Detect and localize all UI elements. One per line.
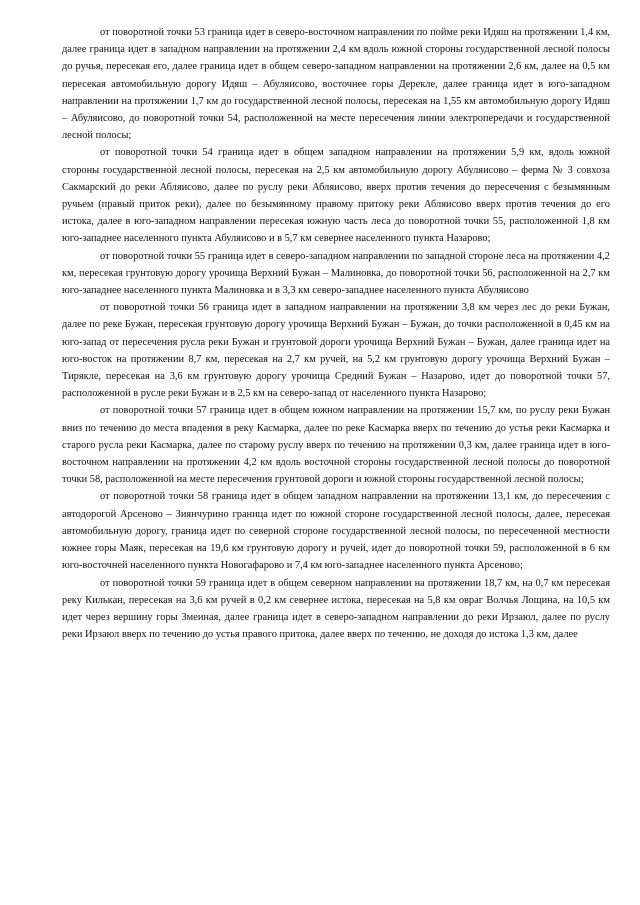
paragraph-point-56: от поворотной точки 56 граница идет в западном направлении на протяжении 3,8 км через лес до реки Бужан, далее по реке Бужан, пересекая грунтовую дорогу урочища Верхний Бужан – Бужан, до точки расположенной в 0,45 км на юго-запад от пересечения русла реки Бужан и грунтовой дороги урочища Верхний Бужан – Бужан, далее граница идет на юго-восток на протяжении 8,7 км, пересекая на 2,7 км ручей, на 5,2 км грунтовую дорогу урочища Верхний Бужан – Тирякле, пересекая на 3,6 км грунтовую дорогу урочища Средний Бужан – Назарово, идет до поворотной точки 57, расположенной в русле реки Бужан и в 2,5 км на северо-запад от населенного пункта Назарово; [62,302,610,400]
paragraph-point-54: от поворотной точки 54 граница идет в общем западном направлении на протяжении 5,9 км, вдоль южной стороны государственной лесной полосы, пересекая на 2,5 км автомобильную дорогу Абуляисово – ферма № 3 совхоза Сакмарский до реки Абляисово, далее по руслу реки Абляисово, вверх против течения до пересечения с безымянным ручьем (правый приток реки), далее по безымянному правому притоку реки Абляисово вверх против течения до его истока, далее в юго-западном направлении пересекая южную часть леса до поворотной точки 55, расположенной 1,8 км юго-западнее населенного пункта Абуляисово и в 5,7 км севернее населенного пункта Назарово; [62,147,610,245]
paragraph-point-58: от поворотной точки 58 граница идет в общем западном направлении на протяжении 13,1 км, до пересечения с автодорогой Арсеново – Зиянчурино граница идет по южной стороне государственной лесной полосы, далее, пересекая автомобильную дорогу, граница идет по северной стороне государственной лесной полосы, по пересеченной местности южнее горы Маяк, пересекая на 19,6 км грунтовую дорогу и ручей, идет до поворотной точки 59, расположенной в 6 км юго-восточней населенного пункта Новогафарово и 7,4 км юго-западнее населенного пункта Арсеново; [62,491,610,572]
paragraph-point-53: от поворотной точки 53 граница идет в северо-восточном направлении по пойме реки Идяш на протяжении 1,4 км, далее граница идет в западном направлении на протяжении 2,4 км вдоль южной стороны государственной лесной полосы до ручья, пересекая его, далее граница идет в общем северо-западном направлении на протяжении 2,6 км, далее на 0,5 км пересекая автомобильную дорогу Идяш – Абуляисово, восточнее горы Дерекле, далее граница идет в юго-западном направлении на протяжении 1,7 км до государственной лесной полосы, пересекая на 1,55 км автомобильную дорогу Идяш – Абуляисово, до поворотной точки 54, расположенной на месте пересечения линии электропередачи и государственной лесной полосы; [62,27,610,142]
paragraph-point-57: от поворотной точки 57 граница идет в общем южном направлении на протяжении 15,7 км, по руслу реки Бужан вниз по течению до места впадения в реку Касмарка, далее по реке Касмарка вверх по течению до устья реки Касмарка и старого русла реки Касмарка, далее по старому руслу вверх по течению на протяжении 0,3 км, далее граница идет в юго-восточном направлении на протяжении 4,2 км вдоль восточной стороны государственной лесной полосы до поворотной точки 58, расположенной на месте пересечения грунтовой дороги и южной стороны государственной лесной полосы; [62,405,610,486]
paragraph-point-55: от поворотной точки 55 граница идет в северо-западном направлении по западной стороне леса на протяжении 4,2 км, пересекая грунтовую дорогу урочища Верхний Бужан – Малиновка, до поворотной точки 56, расположенной на 2,7 км юго-западнее населенного пункта Малиновка и в 3,3 км северо-западнее населенного пункта Абуляисово [62,250,610,297]
paragraph-point-59: от поворотной точки 59 граница идет в общем северном направлении на протяжении 18,7 км, на 0,7 км пересекая реку Килькан, пересекая на 3,6 км ручей в 0,2 км севернее истока, пересекая на 5,8 км овраг Волчья Лощина, на 10,5 км идет через вершину горы Змеиная, далее граница идет в северо-западном направлении до реки Ирзаюл, далее по руслу реки Ирзаюл вверх по течению до устья правого притока, далее вверх по течению, не доходя до истока 1,3 км, далее [62,577,610,641]
document-body [62,24,610,643]
